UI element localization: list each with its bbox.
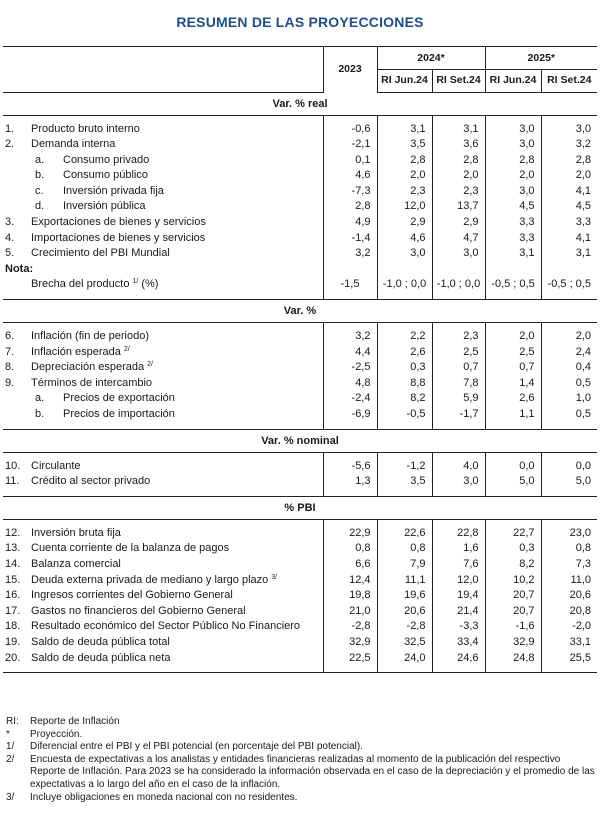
value-cell: 2,0 (485, 329, 541, 345)
value-cell: 2,0 (432, 168, 485, 184)
value-cell: 2,8 (377, 153, 432, 169)
footnote (6, 754, 596, 792)
value-cell: -2,8 (377, 619, 432, 635)
row-number: b. (35, 169, 45, 182)
value-cell: 32,9 (323, 635, 377, 651)
value-cell: 4,1 (541, 231, 597, 247)
value-cell: 2,2 (377, 329, 432, 345)
row-number: d. (35, 200, 45, 213)
value-cell: 32,9 (485, 635, 541, 651)
value-cell: 20,6 (377, 604, 432, 620)
value-cell: 2,8 (432, 153, 485, 169)
value-cell: -3,3 (432, 619, 485, 635)
table-row (3, 168, 597, 184)
value-cell: 12,0 (432, 573, 485, 589)
value-cell: -1,2 (377, 459, 432, 475)
value-cell: 0,8 (377, 541, 432, 557)
footnote-ref: 3/ (271, 573, 278, 581)
value-cell: 0,0 (541, 459, 597, 475)
value-cell: 3,3 (541, 215, 597, 231)
row-number: c. (35, 184, 44, 197)
table-row (3, 137, 597, 153)
row-label: Resultado económico del Sector Público No Financiero (31, 620, 301, 633)
value-cell: 20,6 (541, 588, 597, 604)
value-cell: 2,0 (377, 168, 432, 184)
value-cell: -2,1 (323, 137, 377, 153)
section-title: Var. % (3, 300, 597, 323)
value-cell: 3,0 (485, 184, 541, 200)
row-label: Inversión bruta fija (31, 526, 121, 539)
table-row (3, 215, 597, 231)
value-cell: 3,1 (485, 246, 541, 262)
value-cell: 8,2 (377, 391, 432, 407)
table-row (3, 262, 597, 278)
row-number: 9. (5, 376, 15, 389)
value-cell: 0,8 (323, 541, 377, 557)
value-cell: 4,1 (541, 184, 597, 200)
section-title: Var. % real (3, 92, 597, 115)
value-cell: 22,9 (323, 526, 377, 542)
value-cell: 22,8 (432, 526, 485, 542)
value-cell: 7,8 (432, 376, 485, 392)
value-cell: 21,4 (432, 604, 485, 620)
header-sub: RI Set.24 (432, 70, 485, 93)
header-year-2024: 2024* (377, 47, 485, 70)
table-row (3, 557, 597, 573)
footnote (6, 716, 596, 729)
value-cell: 3,2 (323, 329, 377, 345)
value-cell: 0,7 (432, 360, 485, 376)
header-sub: RI Jun.24 (377, 70, 432, 93)
value-cell: 3,0 (432, 246, 485, 262)
footnote-text: Encuesta de expectativas a los analistas y entidades financieras realizadas al momento de la publicación del respectivo Reporte de Inflación. Para 2023 se ha considerado la información observada en el caso de la depreciación y el promedio de las expectativas a lo largo del año en el caso de la inflación. (30, 753, 595, 790)
value-cell: -1,4 (323, 231, 377, 247)
value-cell: -2,5 (323, 360, 377, 376)
value-cell: 7,6 (432, 557, 485, 573)
value-cell: 3,2 (541, 137, 597, 153)
value-cell: 19,4 (432, 588, 485, 604)
footnote (6, 741, 596, 754)
table-row (3, 635, 597, 651)
value-cell: 3,0 (377, 246, 432, 262)
value-cell: 4,6 (323, 168, 377, 184)
value-cell: 20,7 (485, 604, 541, 620)
value-cell: 19,6 (377, 588, 432, 604)
footnote-text: Incluye obligaciones en moneda nacional con no residentes. (30, 791, 298, 803)
value-cell: -2,4 (323, 391, 377, 407)
value-cell: 0,3 (485, 541, 541, 557)
row-label: Ingresos corrientes del Gobierno General (31, 589, 233, 602)
value-cell: 3,2 (323, 246, 377, 262)
row-number: 13. (5, 542, 21, 555)
value-cell: 2,6 (485, 391, 541, 407)
value-cell: 2,0 (541, 329, 597, 345)
value-cell: 23,0 (541, 526, 597, 542)
value-cell: 4,8 (323, 376, 377, 392)
row-number: 17. (5, 604, 21, 617)
row-number: 12. (5, 526, 21, 539)
header-sub: RI Jun.24 (485, 70, 541, 93)
footnote-ref: 2/ (123, 345, 130, 353)
row-number: 5. (5, 247, 15, 260)
value-cell: 3,0 (485, 122, 541, 138)
value-cell: 2,4 (541, 345, 597, 361)
section-title: % PBI (3, 496, 597, 519)
row-label: Términos de intercambio (31, 376, 153, 389)
row-number: 4. (5, 231, 15, 244)
value-cell: 4,4 (323, 345, 377, 361)
row-number: 15. (5, 573, 21, 586)
table-row (3, 277, 597, 293)
value-cell: 0,3 (377, 360, 432, 376)
value-cell: 11,1 (377, 573, 432, 589)
row-label: Consumo privado (63, 153, 150, 166)
value-cell: 2,0 (485, 168, 541, 184)
value-cell: 24,8 (485, 651, 541, 667)
footnote-key: 1/ (6, 741, 15, 753)
row-label: Crédito al sector privado (31, 475, 151, 488)
table-row (3, 391, 597, 407)
value-cell: -1,5 (323, 277, 377, 293)
value-cell: -1,0 ; 0,0 (432, 277, 485, 293)
value-cell: 2,3 (377, 184, 432, 200)
value-cell: 0,0 (485, 459, 541, 475)
value-cell: 2,3 (432, 184, 485, 200)
value-cell: 5,9 (432, 391, 485, 407)
value-cell: 3,0 (541, 122, 597, 138)
table-row (3, 360, 597, 376)
value-cell: 22,5 (323, 651, 377, 667)
footnote (6, 792, 596, 805)
footnote-text: Reporte de Inflación (30, 716, 120, 727)
table-row (3, 199, 597, 215)
row-label: Balanza comercial (31, 557, 121, 570)
table-row (3, 651, 597, 667)
value-cell: 3,5 (377, 137, 432, 153)
value-cell: 0,5 (541, 376, 597, 392)
footnotes (6, 716, 596, 804)
value-cell: 12,4 (323, 573, 377, 589)
row-label: Inflación esperada (31, 345, 121, 358)
value-cell: 4,5 (541, 199, 597, 215)
table-row (3, 573, 597, 589)
value-cell: -0,5 (377, 407, 432, 423)
section-title: Var. % nominal (3, 429, 597, 452)
row-label: Deuda externa privada de mediano y largo plazo (31, 573, 269, 586)
value-cell: 0,4 (541, 360, 597, 376)
row-label: Cuenta corriente de la balanza de pagos (31, 542, 230, 555)
header-year-2025: 2025* (485, 47, 597, 70)
value-cell: 3,3 (485, 231, 541, 247)
value-cell: 2,6 (377, 345, 432, 361)
row-label-suffix: (%) (138, 278, 159, 291)
table-row (3, 526, 597, 542)
footnote-key: 3/ (6, 791, 15, 803)
row-number: 16. (5, 589, 21, 602)
row-number: 19. (5, 635, 21, 648)
table-row (3, 184, 597, 200)
value-cell: -2,0 (541, 619, 597, 635)
row-number: 2. (5, 138, 15, 151)
row-label: Importaciones de bienes y servicios (31, 231, 206, 244)
row-number: 7. (5, 345, 15, 358)
value-cell: 3,5 (377, 474, 432, 490)
value-cell: 33,1 (541, 635, 597, 651)
value-cell: 2,5 (485, 345, 541, 361)
row-label: Inflación (fin de periodo) (31, 330, 150, 343)
row-label: Exportaciones de bienes y servicios (31, 216, 206, 229)
header-sub: RI Set.24 (541, 70, 597, 93)
footnote-text: Diferencial entre el PBI y el PBI potencial (en porcentaje del PBI potencial). (30, 741, 363, 753)
value-cell: 21,0 (323, 604, 377, 620)
value-cell: 4,6 (377, 231, 432, 247)
value-cell: 4,9 (323, 215, 377, 231)
row-number: 14. (5, 557, 21, 570)
footnote-key: RI: (6, 716, 19, 727)
table-row (3, 619, 597, 635)
value-cell: 3,1 (541, 246, 597, 262)
value-cell: 33,4 (432, 635, 485, 651)
value-cell: 2,9 (377, 215, 432, 231)
value-cell: 4,0 (432, 459, 485, 475)
value-cell: 24,6 (432, 651, 485, 667)
value-cell: 7,9 (377, 557, 432, 573)
value-cell: 4,5 (485, 199, 541, 215)
row-label: Inversión pública (63, 200, 146, 213)
value-cell: 0,1 (323, 153, 377, 169)
value-cell: -6,9 (323, 407, 377, 423)
value-cell: 10,2 (485, 573, 541, 589)
value-cell: 3,1 (432, 122, 485, 138)
value-cell: 5,0 (541, 474, 597, 490)
row-label: Saldo de deuda pública total (31, 635, 170, 648)
row-label: Crecimiento del PBI Mundial (31, 247, 170, 260)
row-label: Precios de importación (63, 408, 175, 420)
row-label: Producto bruto interno (31, 122, 140, 135)
nota-label: Nota: (5, 262, 34, 275)
value-cell: 12,0 (377, 199, 432, 215)
value-cell: 0,5 (541, 407, 597, 423)
value-cell: 0,8 (541, 541, 597, 557)
row-number: 10. (5, 459, 21, 472)
row-label: Gastos no financieros del Gobierno General (31, 604, 246, 617)
value-cell: 25,5 (541, 651, 597, 667)
value-cell: 1,4 (485, 376, 541, 392)
footnote-ref: 2/ (147, 361, 153, 369)
table-row (3, 122, 597, 138)
footnote-key: 2/ (6, 753, 15, 765)
table-row (3, 246, 597, 262)
value-cell: 1,6 (432, 541, 485, 557)
footnote-text: Proyección. (30, 728, 83, 740)
table-row (3, 376, 597, 392)
table-row (3, 153, 597, 169)
row-number: 6. (5, 330, 15, 343)
row-number: 18. (5, 620, 21, 633)
value-cell: 3,6 (432, 137, 485, 153)
table-row (3, 231, 597, 247)
table-row (3, 474, 597, 490)
value-cell: 1,1 (485, 407, 541, 423)
footnote (6, 729, 596, 742)
value-cell: 6,6 (323, 557, 377, 573)
footnote-ref: 1/ (132, 278, 139, 286)
table-row (3, 345, 597, 361)
row-label: Saldo de deuda pública neta (31, 651, 171, 664)
value-cell: -0,5 ; 0,5 (485, 277, 541, 293)
value-cell: -0,6 (323, 122, 377, 138)
value-cell: 11,0 (541, 573, 597, 589)
table-body (3, 92, 597, 673)
row-label: Inversión privada fija (63, 184, 164, 197)
value-cell: 0,7 (485, 360, 541, 376)
table-row (3, 588, 597, 604)
value-cell: 20,8 (541, 604, 597, 620)
value-cell: 20,7 (485, 588, 541, 604)
footnote-key: * (6, 728, 10, 740)
value-cell: 4,7 (432, 231, 485, 247)
value-cell: 7,3 (541, 557, 597, 573)
table-row (3, 329, 597, 345)
value-cell: 1,3 (323, 474, 377, 490)
row-label: Consumo público (63, 169, 148, 182)
value-cell: 2,3 (432, 329, 485, 345)
row-label: Precios de exportación (63, 392, 175, 405)
value-cell: -7,3 (323, 184, 377, 200)
value-cell: 8,8 (377, 376, 432, 392)
header-year-2023: 2023 (323, 47, 377, 93)
value-cell: 1,0 (541, 391, 597, 407)
value-cell: -2,8 (323, 619, 377, 635)
row-number: a. (35, 153, 45, 166)
table-row (3, 541, 597, 557)
row-number: a. (35, 392, 45, 405)
row-number: 20. (5, 651, 21, 664)
page-title: RESUMEN DE LAS PROYECCIONES (176, 14, 424, 30)
value-cell: -5,6 (323, 459, 377, 475)
value-cell: 24,0 (377, 651, 432, 667)
value-cell: -1,7 (432, 407, 485, 423)
row-number: 8. (5, 361, 15, 374)
value-cell: -1,6 (485, 619, 541, 635)
value-cell: 22,6 (377, 526, 432, 542)
row-number: 3. (5, 216, 15, 229)
table-row (3, 407, 597, 423)
value-cell: 8,2 (485, 557, 541, 573)
projections-table (3, 46, 597, 673)
value-cell: 22,7 (485, 526, 541, 542)
value-cell: 2,5 (432, 345, 485, 361)
value-cell: 3,1 (377, 122, 432, 138)
row-label: Demanda interna (31, 138, 116, 151)
value-cell: -1,0 ; 0,0 (377, 277, 432, 293)
value-cell: 3,0 (432, 474, 485, 490)
value-cell: 2,8 (485, 153, 541, 169)
value-cell: 32,5 (377, 635, 432, 651)
value-cell: 2,0 (541, 168, 597, 184)
row-number: b. (35, 408, 45, 420)
value-cell: 2,8 (541, 153, 597, 169)
value-cell: -0,5 ; 0,5 (541, 277, 597, 293)
value-cell: 2,8 (323, 199, 377, 215)
value-cell: 5,0 (485, 474, 541, 490)
table-row (3, 604, 597, 620)
row-label: Brecha del producto (31, 278, 130, 291)
value-cell: 13,7 (432, 199, 485, 215)
table-row (3, 459, 597, 475)
value-cell: 2,9 (432, 215, 485, 231)
value-cell: 3,0 (485, 137, 541, 153)
row-number: 11. (5, 475, 20, 488)
value-cell: 3,3 (485, 215, 541, 231)
row-label: Circulante (31, 459, 81, 472)
row-number: 1. (5, 122, 15, 135)
value-cell: 19,8 (323, 588, 377, 604)
row-label: Depreciación esperada (31, 361, 145, 374)
